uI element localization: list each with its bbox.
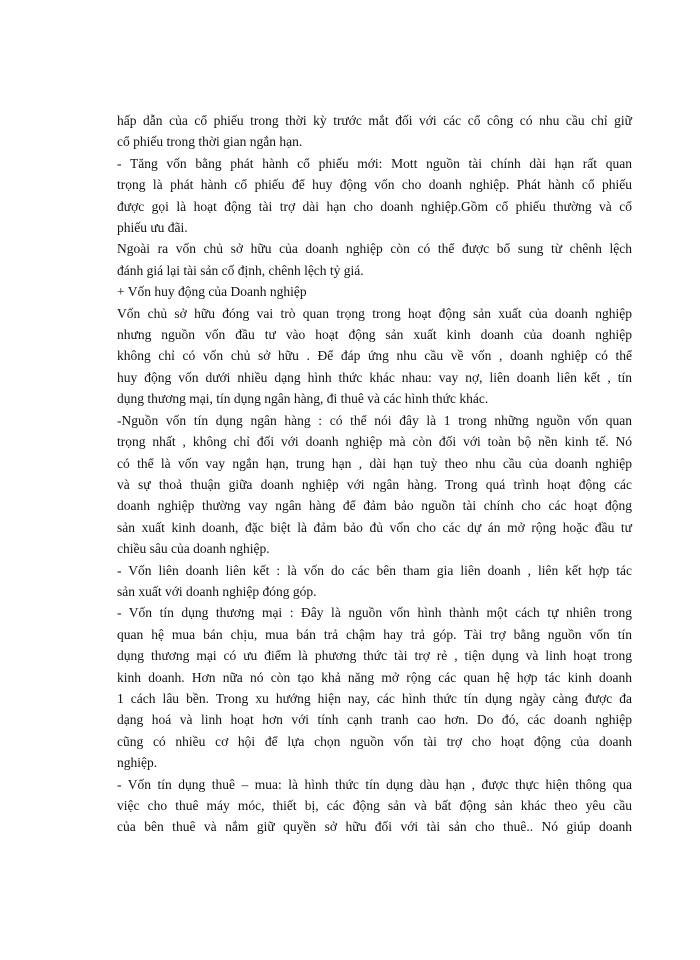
text-line: trọng nhất , không chỉ đối với doanh nghiệp mà còn đối với toàn bộ nền kinh tế. Nó	[117, 434, 632, 450]
text-line: 1 cách lâu bền. Trong xu hướng hiện nay, các hình thức tín dụng ngày càng được đa	[117, 690, 632, 706]
text-line: cũng có nhiều cơ hội để lựa chọn nguồn vốn tài trợ cho hoạt động của doanh	[117, 733, 632, 749]
text-line: doanh nghiệp thường vay ngân hàng để đảm bảo nguồn tài chính cho các hoạt động	[117, 498, 632, 514]
paragraph-mobilized-capital	[117, 303, 632, 410]
text-line: sản xuất với doanh nghiệp đóng góp.	[117, 583, 317, 599]
text-line: + Vốn huy động của Doanh nghiệp	[117, 284, 307, 300]
text-line: dụng thương mại có ưu điểm là phương thức tài trợ rẻ , tiện dụng và linh hoạt trong	[117, 648, 632, 664]
text-line: trọng là phát hành cổ phiếu để huy động vốn cho doanh nghiệp. Phát hành cổ phiếu	[117, 177, 632, 193]
text-line: đánh giá lại tài sản cố định, chênh lệch tỷ giá.	[117, 262, 364, 278]
text-line: dụng thương mại, tín dụng ngân hàng, đi thuê và các hình thức khác.	[117, 391, 489, 407]
paragraph-new-shares	[117, 153, 632, 239]
text-line: việc cho thuê máy móc, thiết bị, các động sản và bất động sản khác theo yêu cầu	[117, 798, 632, 813]
text-line: dạng hoá và linh hoạt hơn với tính cạnh tranh cao hơn. Do đó, các doanh nghiệp	[117, 712, 632, 728]
text-line: nghiệp.	[117, 755, 158, 771]
text-line: hấp dẫn của cổ phiếu trong thời kỳ trước mắt đối với các cổ công có nhu cầu chỉ giữ	[117, 113, 632, 128]
text-line: và sự thoả thuận giữa doanh nghiệp với ngân hàng. Trong quá trình hoạt động các	[117, 476, 632, 492]
text-line: - Vốn tín dụng thương mại : Đây là nguồn vốn hình thành một cách tự nhiên trong	[117, 605, 632, 621]
text-line: - Vốn liên doanh liên kết : là vốn do các bên tham gia liên doanh , liên kết hợp tác	[117, 562, 632, 578]
text-line: Ngoài ra vốn chủ sở hữu của doanh nghiệp còn có thể được bổ sung từ chênh lệch	[117, 241, 632, 257]
section-heading-mobilized-capital	[117, 281, 632, 302]
paragraph-joint-venture	[117, 560, 632, 603]
document-body	[117, 110, 632, 838]
text-line: Vốn chủ sở hữu đóng vai trò quan trọng trong hoạt động sản xuất của doanh nghiệp	[117, 305, 632, 321]
paragraph-stock-appeal	[117, 110, 632, 153]
text-line: cổ phiếu trong thời gian ngắn hạn.	[117, 134, 303, 150]
text-line: phiếu ưu đãi.	[117, 220, 188, 236]
text-line: -Nguồn vốn tín dụng ngân hàng : có thể nói đây là 1 trong những nguồn vốn quan	[117, 412, 632, 428]
text-line: sản xuất kinh doanh, đặc biệt là đảm bảo đủ vốn cho các dự án mở rộng hoặc đầu tư	[117, 519, 632, 535]
paragraph-bank-credit	[117, 410, 632, 560]
text-line: nhưng nguồn vốn đầu tư vào hoạt động sản xuất kinh doanh của doanh nghiệp	[117, 327, 632, 343]
text-line: - Tăng vốn bằng phát hành cổ phiếu mới: Mott nguồn tài chính dài hạn rất quan	[117, 155, 632, 171]
text-line: không chỉ có vốn chủ sở hữu . Để đáp ứng nhu cầu về vốn , doanh nghiệp có thể	[117, 348, 632, 364]
text-line: có thể là vốn vay ngắn hạn, trung hạn , dài hạn tuỳ theo nhu cầu của doanh nghiệp	[117, 455, 632, 471]
paragraph-trade-credit	[117, 602, 632, 773]
text-line: kinh doanh. Hơn nữa nó còn tạo khả năng mở rộng các quan hệ hợp tác kinh doanh	[117, 669, 632, 685]
text-line: - Vốn tín dụng thuê – mua: là hình thức tín dụng dàu hạn , được thực hiện thông qua	[117, 776, 632, 792]
paragraph-lease-purchase	[117, 774, 632, 838]
paragraph-equity-supplement	[117, 238, 632, 281]
text-line: được gọi là hoạt động tài trợ dài hạn cho doanh nghiệp.Gồm cổ phiếu thường và cổ	[117, 198, 632, 214]
text-line: chiều sâu của doanh nghiệp.	[117, 541, 270, 557]
text-line: huy động vốn dưới nhiều dạng hình thức khác nhau: vay nợ, liên doanh liên kết , tín	[117, 369, 632, 385]
text-line: của bên thuê và nắm giữ quyền sở hữu đối với tài sản cho thuê.. Nó giúp doanh	[117, 819, 632, 835]
text-line: quan hệ mua bán chịu, mua bán trả chậm hay trả góp. Tài trợ bằng nguồn vốn tín	[117, 626, 632, 642]
